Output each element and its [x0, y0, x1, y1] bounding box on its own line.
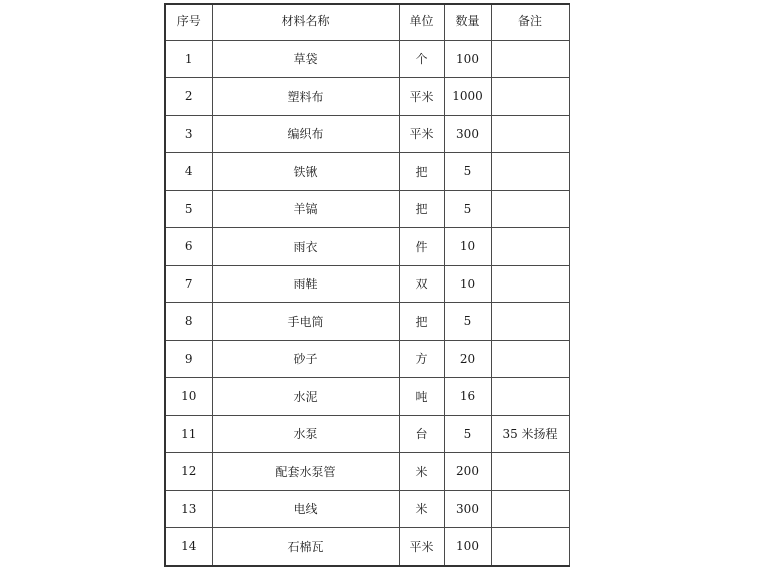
cell-quantity: 5 [444, 415, 491, 453]
cell-serial-number: 13 [165, 490, 212, 528]
cell-quantity: 5 [444, 303, 491, 341]
cell-material-name: 草袋 [212, 40, 399, 78]
cell-serial-number: 8 [165, 303, 212, 341]
cell-unit: 平米 [399, 528, 444, 566]
cell-material-name: 水泥 [212, 378, 399, 416]
cell-serial-number: 1 [165, 40, 212, 78]
table-row [165, 115, 569, 153]
cell-remarks [491, 153, 569, 191]
cell-unit: 个 [399, 40, 444, 78]
cell-unit: 把 [399, 303, 444, 341]
cell-serial-number: 2 [165, 78, 212, 116]
table-row [165, 490, 569, 528]
cell-material-name: 电线 [212, 490, 399, 528]
cell-quantity: 200 [444, 453, 491, 491]
cell-remarks [491, 528, 569, 566]
cell-quantity: 100 [444, 40, 491, 78]
cell-unit: 件 [399, 228, 444, 266]
cell-remarks: 35 米扬程 [491, 415, 569, 453]
cell-material-name: 配套水泵管 [212, 453, 399, 491]
cell-serial-number: 4 [165, 153, 212, 191]
cell-serial-number: 6 [165, 228, 212, 266]
cell-quantity: 10 [444, 228, 491, 266]
materials-table [164, 3, 570, 567]
cell-material-name: 砂子 [212, 340, 399, 378]
cell-quantity: 16 [444, 378, 491, 416]
cell-quantity: 5 [444, 190, 491, 228]
cell-remarks [491, 490, 569, 528]
table-row [165, 528, 569, 566]
cell-unit: 米 [399, 490, 444, 528]
table-row [165, 265, 569, 303]
table-row [165, 340, 569, 378]
cell-quantity: 100 [444, 528, 491, 566]
table-row [165, 415, 569, 453]
cell-remarks [491, 190, 569, 228]
cell-quantity: 300 [444, 115, 491, 153]
cell-material-name: 铁锹 [212, 153, 399, 191]
cell-remarks [491, 340, 569, 378]
cell-serial-number: 5 [165, 190, 212, 228]
table-row [165, 40, 569, 78]
header-serial-number: 序号 [165, 4, 212, 40]
cell-quantity: 20 [444, 340, 491, 378]
cell-material-name: 编织布 [212, 115, 399, 153]
cell-material-name: 石棉瓦 [212, 528, 399, 566]
table-row [165, 78, 569, 116]
table-row [165, 228, 569, 266]
cell-remarks [491, 265, 569, 303]
table-header-row [165, 4, 569, 40]
header-material-name: 材料名称 [212, 4, 399, 40]
cell-serial-number: 7 [165, 265, 212, 303]
header-unit: 单位 [399, 4, 444, 40]
header-remarks: 备注 [491, 4, 569, 40]
cell-unit: 平米 [399, 78, 444, 116]
cell-unit: 吨 [399, 378, 444, 416]
cell-quantity: 5 [444, 153, 491, 191]
cell-serial-number: 3 [165, 115, 212, 153]
cell-serial-number: 10 [165, 378, 212, 416]
cell-material-name: 雨鞋 [212, 265, 399, 303]
cell-remarks [491, 115, 569, 153]
cell-unit: 双 [399, 265, 444, 303]
cell-material-name: 水泵 [212, 415, 399, 453]
cell-material-name: 手电筒 [212, 303, 399, 341]
cell-remarks [491, 378, 569, 416]
cell-unit: 把 [399, 190, 444, 228]
cell-unit: 方 [399, 340, 444, 378]
cell-serial-number: 14 [165, 528, 212, 566]
cell-unit: 把 [399, 153, 444, 191]
cell-remarks [491, 453, 569, 491]
cell-quantity: 1000 [444, 78, 491, 116]
table-row [165, 453, 569, 491]
cell-material-name: 羊镐 [212, 190, 399, 228]
cell-remarks [491, 228, 569, 266]
cell-quantity: 10 [444, 265, 491, 303]
cell-remarks [491, 303, 569, 341]
header-quantity: 数量 [444, 4, 491, 40]
cell-material-name: 雨衣 [212, 228, 399, 266]
cell-material-name: 塑料布 [212, 78, 399, 116]
cell-quantity: 300 [444, 490, 491, 528]
cell-unit: 平米 [399, 115, 444, 153]
table-row [165, 378, 569, 416]
cell-unit: 米 [399, 453, 444, 491]
table-row [165, 153, 569, 191]
cell-serial-number: 9 [165, 340, 212, 378]
table-row [165, 190, 569, 228]
table-row [165, 303, 569, 341]
cell-remarks [491, 78, 569, 116]
cell-remarks [491, 40, 569, 78]
cell-serial-number: 12 [165, 453, 212, 491]
cell-serial-number: 11 [165, 415, 212, 453]
cell-unit: 台 [399, 415, 444, 453]
